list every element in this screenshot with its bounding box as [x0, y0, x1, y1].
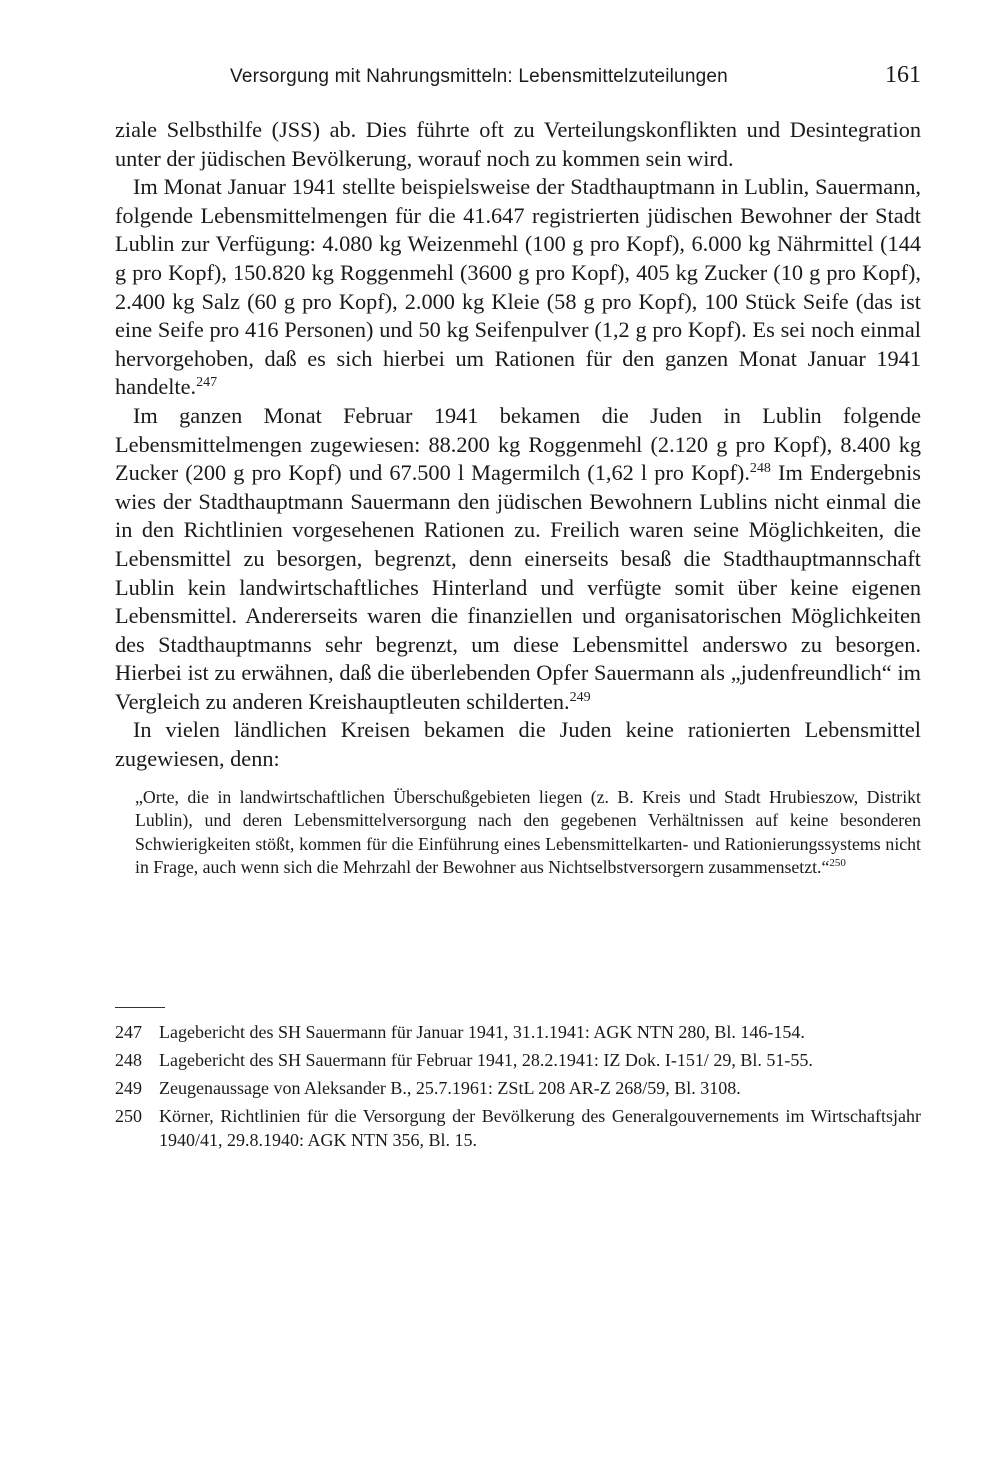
footnote-divider — [115, 1007, 165, 1008]
footnote-247 — [115, 1020, 921, 1044]
page-header — [115, 62, 921, 102]
block-quote-text: „Orte, die in landwirtschaftlichen Überschußgebieten liegen (z. B. Kreis und Stadt Hrubieszow, Distrikt Lublin), und deren Lebensmittelversorgung nach den gegebenen Verhältnissen auf keine besonderen Schwierigkeiten stößt, kommen für die Einführung eines Lebensmittelkarten- und Rationierungssystems nicht in Frage, auch wenn sich die Mehrzahl der Bewohner aus Nichtselbstversorgern zusammensetzt.“ — [135, 786, 921, 878]
footnote-text: Lagebericht des SH Sauermann für Januar 1941, 31.1.1941: AGK NTN 280, Bl. 146-154. — [159, 1021, 805, 1042]
paragraph-1 — [115, 116, 921, 173]
paragraph-4 — [115, 716, 921, 773]
paragraph-3 — [115, 402, 921, 717]
footnote-text: Zeugenaussage von Aleksander B., 25.7.1961: ZStL 208 AR-Z 268/59, Bl. 3108. — [159, 1077, 741, 1098]
footnotes — [115, 1020, 921, 1152]
footnote-249 — [115, 1076, 921, 1100]
paragraph-2-text: Im Monat Januar 1941 stellte beispielsweise der Stadthauptmann in Lublin, Sauermann, folgende Lebensmittelmengen für die 41.647 registrierten jüdischen Bewohner der Stadt Lublin zur Verfügung: 4.080 kg Weizenmehl (100 g pro Kopf), 6.000 kg Nährmittel (144 g pro Kopf), 150.820 kg Roggenmehl (3600 g pro Kopf), 405 kg Zucker (10 g pro Kopf), 2.400 kg Salz (60 g pro Kopf), 2.000 kg Kleie (58 g pro Kopf), 100 Stück Seife (das ist eine Seife pro 416 Personen) und 50 kg Seifenpulver (1,2 g pro Kopf). Es sei noch einmal hervorgehoben, daß es sich hierbei um Rationen für den ganzen Monat Januar 1941 handelte. — [115, 174, 921, 400]
footnote-250 — [115, 1104, 921, 1152]
footnote-ref-248[interactable]: 248 — [749, 461, 771, 477]
block-quote — [135, 786, 921, 880]
paragraph-4-text: In vielen ländlichen Kreisen bekamen die Juden keine rationierten Lebensmittel zugewiesen, denn: — [115, 717, 921, 772]
book-page — [115, 62, 921, 1156]
main-text — [115, 116, 921, 774]
footnote-number: 247 — [115, 1021, 142, 1042]
footnote-number: 250 — [115, 1105, 142, 1126]
paragraph-2 — [115, 173, 921, 402]
running-title: Versorgung mit Nahrungsmitteln: Lebensmittelzuteilungen — [230, 66, 728, 87]
footnote-text: Körner, Richtlinien für die Versorgung der Bevölkerung des Generalgouvernements im Wirtschaftsjahr 1940/41, 29.8.1940: AGK NTN 356, Bl. 15. — [159, 1105, 921, 1150]
paragraph-3-text-b: Im Endergebnis wies der Stadthauptmann Sauermann den jüdischen Bewohnern Lublins nicht einmal die in den Richtlinien vorgesehenen Rationen zu. Freilich waren seine Möglichkeiten, die Lebensmittel zu besorgen, begrenzt, denn einerseits besaß die Stadthauptmannschaft Lublin kein landwirtschaftliches Hinterland und verfügte somit über keine eigenen Lebensmittel. Andererseits waren die finanziellen und organisatorischen Möglichkeiten des Stadthauptmanns sehr begrenzt, um diese Lebensmittel anderswo zu besorgen. Hierbei ist zu erwähnen, daß die überlebenden Opfer Sauermann als „judenfreundlich“ im Vergleich zu anderen Kreishauptleuten schilderten. — [115, 460, 921, 714]
footnote-ref-247[interactable]: 247 — [196, 375, 218, 391]
paragraph-1-text: ziale Selbsthilfe (JSS) ab. Dies führte oft zu Verteilungskonflikten und Desintegration unter der jüdischen Bevölkerung, worauf noch zu kommen sein wird. — [115, 117, 921, 171]
footnote-number: 249 — [115, 1077, 142, 1098]
footnote-ref-249[interactable]: 249 — [569, 689, 591, 705]
footnote-number: 248 — [115, 1049, 142, 1070]
footnote-text: Lagebericht des SH Sauermann für Februar 1941, 28.2.1941: IZ Dok. I-151/ 29, Bl. 51-55. — [159, 1049, 813, 1070]
footnote-248 — [115, 1048, 921, 1072]
page-number: 161 — [885, 62, 921, 88]
paragraph-3-text-a: Im ganzen Monat Februar 1941 bekamen die Juden in Lublin folgende Lebensmittelmengen zugewiesen: 88.200 kg Roggenmehl (2.120 g pro Kopf), 8.400 kg Zucker (200 g pro Kopf) und 67.500 l Magermilch (1,62 l pro Kopf). — [115, 402, 921, 486]
footnote-ref-250[interactable]: 250 — [829, 857, 846, 870]
